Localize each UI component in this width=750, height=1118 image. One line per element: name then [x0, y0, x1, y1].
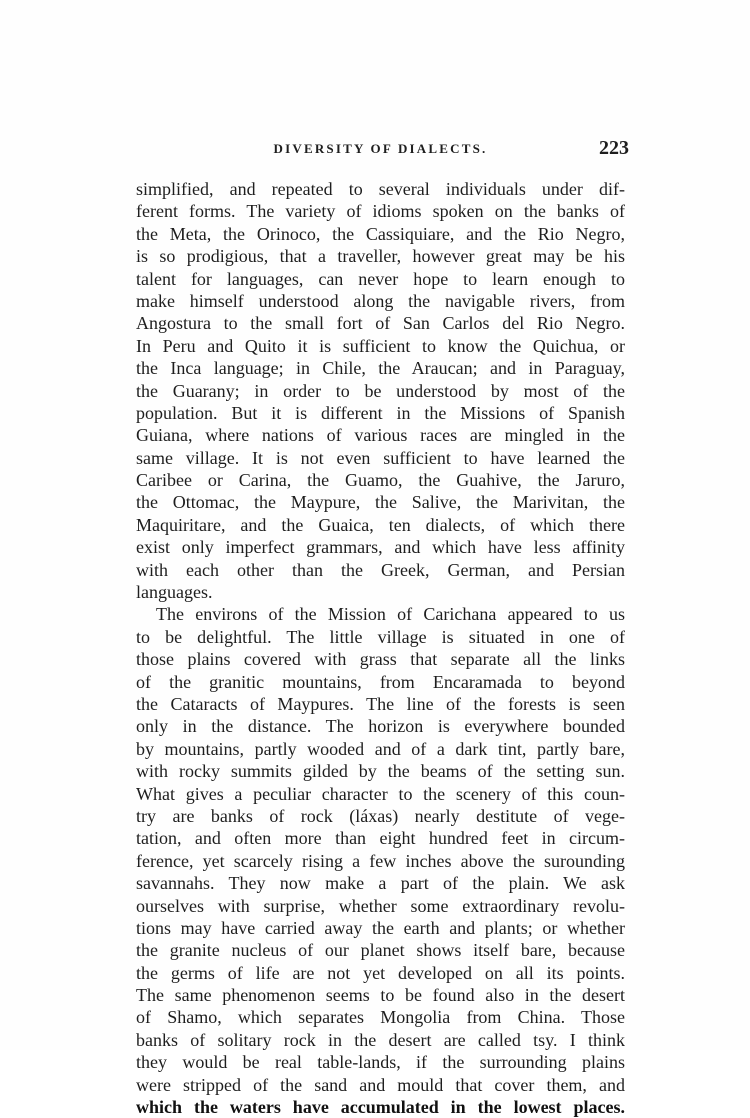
text-line: In Peru and Quito it is sufficient to know the Quichua, or [136, 335, 625, 356]
running-header [136, 137, 629, 161]
text-line: population. But it is different in the Missions of Spanish [136, 402, 625, 423]
text-line: the Meta, the Orinoco, the Cassiquiare, and the Rio Negro, [136, 223, 625, 244]
text-line: Caribee or Carina, the Guamo, the Guahive, the Jaruro, [136, 470, 625, 491]
text-line: which the waters have accumulated in the lowest places. [136, 1097, 625, 1118]
text-line: of Shamo, which separates Mongolia from China. Those [136, 1007, 625, 1028]
text-line: those plains covered with grass that separate all the links [136, 649, 625, 670]
text-line: of the granitic mountains, from Encaramada to beyond [136, 671, 625, 692]
text-line: ference, yet scarcely rising a few inches above the surounding [136, 850, 625, 871]
text-line: talent for languages, can never hope to learn enough to [136, 268, 625, 289]
text-line: by mountains, partly wooded and of a dark tint, partly bare, [136, 738, 625, 759]
text-line: with each other than the Greek, German, and Persian [136, 559, 625, 580]
text-line: tation, and often more than eight hundred feet in circum- [136, 828, 625, 849]
text-line: exist only imperfect grammars, and which have less affinity [136, 537, 625, 558]
text-line: the Cataracts of Maypures. The line of the forests is seen [136, 693, 625, 714]
page-number: 223 [599, 137, 629, 159]
text-line: tions may have carried away the earth and plants; or whether [136, 917, 625, 938]
text-line: try are banks of rock (láxas) nearly destitute of vege- [136, 805, 625, 826]
text-line: the germs of life are not yet developed on all its points. [136, 962, 625, 983]
text-line: the Inca language; in Chile, the Araucan; and in Paraguay, [136, 358, 625, 379]
text-line: were stripped of the sand and mould that cover them, and [136, 1074, 625, 1095]
text-line: with rocky summits gilded by the beams of the setting sun. [136, 761, 625, 782]
text-line: to be delightful. The little village is situated in one of [136, 626, 625, 647]
body-text [136, 178, 625, 1118]
text-line: simplified, and repeated to several individuals under dif- [136, 179, 625, 199]
text-line: they would be real table-lands, if the surrounding plains [136, 1052, 625, 1073]
text-line: is so prodigious, that a traveller, however great may be his [136, 246, 625, 267]
text-line: make himself understood along the navigable rivers, from [136, 290, 625, 311]
text-line: same village. It is not even sufficient to have learned the [136, 447, 625, 468]
text-line: The environs of the Mission of Carichana appeared to us [156, 604, 625, 625]
text-line: ferent forms. The variety of idioms spoken on the banks of [136, 201, 625, 222]
text-line: languages. [136, 582, 213, 603]
text-line: only in the distance. The horizon is everywhere bounded [136, 716, 625, 737]
text-line: savannahs. They now make a part of the plain. We ask [136, 873, 625, 894]
running-title: DIVERSITY OF DIALECTS. [273, 141, 488, 156]
text-line: The same phenomenon seems to be found also in the desert [136, 985, 625, 1006]
text-line: What gives a peculiar character to the scenery of this coun- [136, 783, 625, 804]
text-line: Maquiritare, and the Guaica, ten dialects, of which there [136, 514, 625, 535]
text-line: banks of solitary rock in the desert are called tsy. I think [136, 1029, 625, 1050]
text-line: ourselves with surprise, whether some extraordinary revolu- [136, 895, 625, 916]
text-line: the Guarany; in order to be understood by most of the [136, 380, 625, 401]
text-line: Guiana, where nations of various races are mingled in the [136, 425, 625, 446]
text-line: the Ottomac, the Maypure, the Salive, the Marivitan, the [136, 492, 625, 513]
text-line: the granite nucleus of our planet shows itself bare, because [136, 940, 625, 961]
text-line: Angostura to the small fort of San Carlos del Rio Negro. [136, 313, 625, 334]
